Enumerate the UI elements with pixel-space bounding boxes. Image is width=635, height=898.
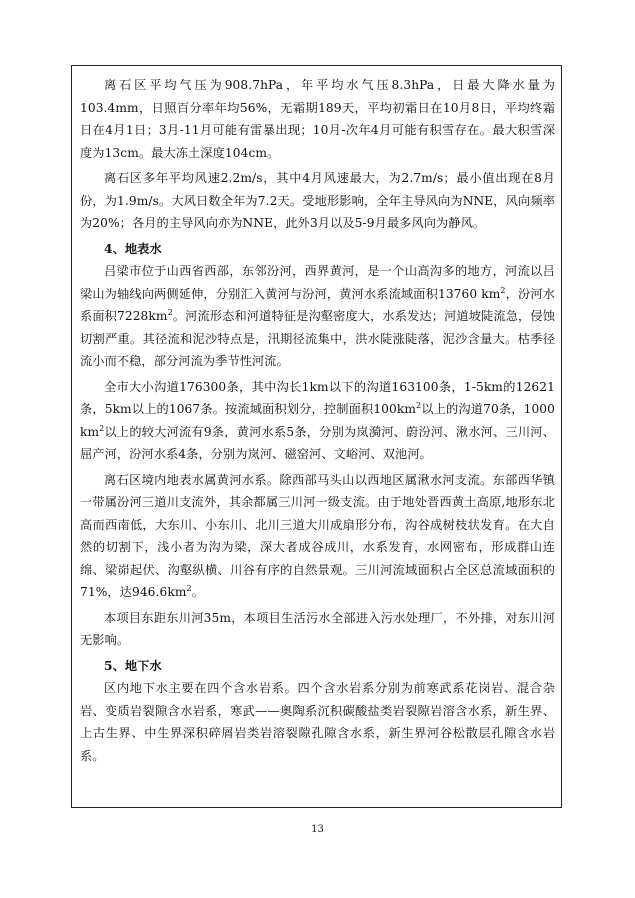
paragraph-wind-speed: 离石区多年平均风速2.2m/s，其中4月风速最大，为2.7m/s；最小值出现在8月份，为1.9m/s。大风日数全年为7.2天。受地形影响，全年主导风向为NNE，风向频率为20%；各月的主导风向亦为NNE，此外3月以及5-9月最多风向为静风。 (80, 171, 555, 230)
paragraph-gully-counts: 全市大小沟道176300条，其中沟长1km以下的沟道163100条，1-5km的12621条，5km以上的1067条。按流域面积划分，控制面积$100km^2$以上的沟道70条，1000 $km^2$以上的较大河流有9条，黄河水系5条，分别为岚漪河、蔚汾河、湫水河、三川河、屈产河，汾河水系4条，分别为岚河、磁窑河、文峪河、双池河。 (80, 379, 556, 461)
paragraph-lishi-surface-water: 离石区境内地表水属黄河水系。除西部马头山以西地区属湫水河支流。东部西华镇一带属汾河三道川支流外，其余都属三川河一级支流。由于地处晋西黄土高原,地形东北高而西南低，大东川、小东川、北川三道大川成扇形分布，沟谷成树枝状发育。在大自然的切割下，浅小者为沟为梁，深大者成谷成川，水系发育，水网密布，形成群山连绵、梁峁起伏、沟壑纵横、川谷有序的自然景观。三川河流域面积占全区总流域面积的71%，达$946.6km^2$。 (80, 472, 555, 599)
document-body (80, 74, 555, 767)
heading-surface-water: 4、地表水 (104, 241, 162, 256)
page-number: 13 (311, 824, 324, 835)
paragraph-project-river-distance: 本项目东距东川河35m，本项目生活污水全部进入污水处理厂，不外排，对东川河无影响。 (80, 610, 555, 647)
paragraph-aquifer-systems: 区内地下水主要在四个含水岩系。四个含水岩系分别为前寒武系花岗岩、混合杂岩、变质岩裂隙含水岩系，寒武——奥陶系沉积碳酸盐类岩裂隙岩溶含水系，新生界、上古生界、中生界深积碎屑岩类岩溶裂隙孔隙含水系，新生界河谷松散层孔隙含水岩系。 (80, 681, 555, 763)
paragraph-luliang-rivers: 吕梁市位于山西省西部，东邻汾河，西界黄河，是一个山高沟多的地方，河流以吕梁山为轴线向两侧延伸，分别汇入黄河与汾河，黄河水系流域面积13760 $km^2$，汾河水系面积$7228km^2$。河流形态和河道特征是沟壑密度大，水系发达；河道坡陡流急，侵蚀切割严重。其径流和泥沙特点是，汛期径流集中，洪水陡涨陡落，泥沙含量大。枯季径流小而不稳，部分河流为季节性河流。 (80, 264, 556, 368)
paragraph-air-pressure: 离石区平均气压为908.7hPa，年平均水气压8.3hPa，日最大降水量为103.4mm，日照百分率年均56%，无霜期189天，平均初霜日在10月8日，平均终霜日在4月1日；3月-11月可能有雷暴出现；10月-次年4月可能有积雪存在。最大积雪深度为13cm。最大冻土深度104cm。 (80, 78, 555, 160)
heading-groundwater: 5、地下水 (104, 658, 162, 673)
